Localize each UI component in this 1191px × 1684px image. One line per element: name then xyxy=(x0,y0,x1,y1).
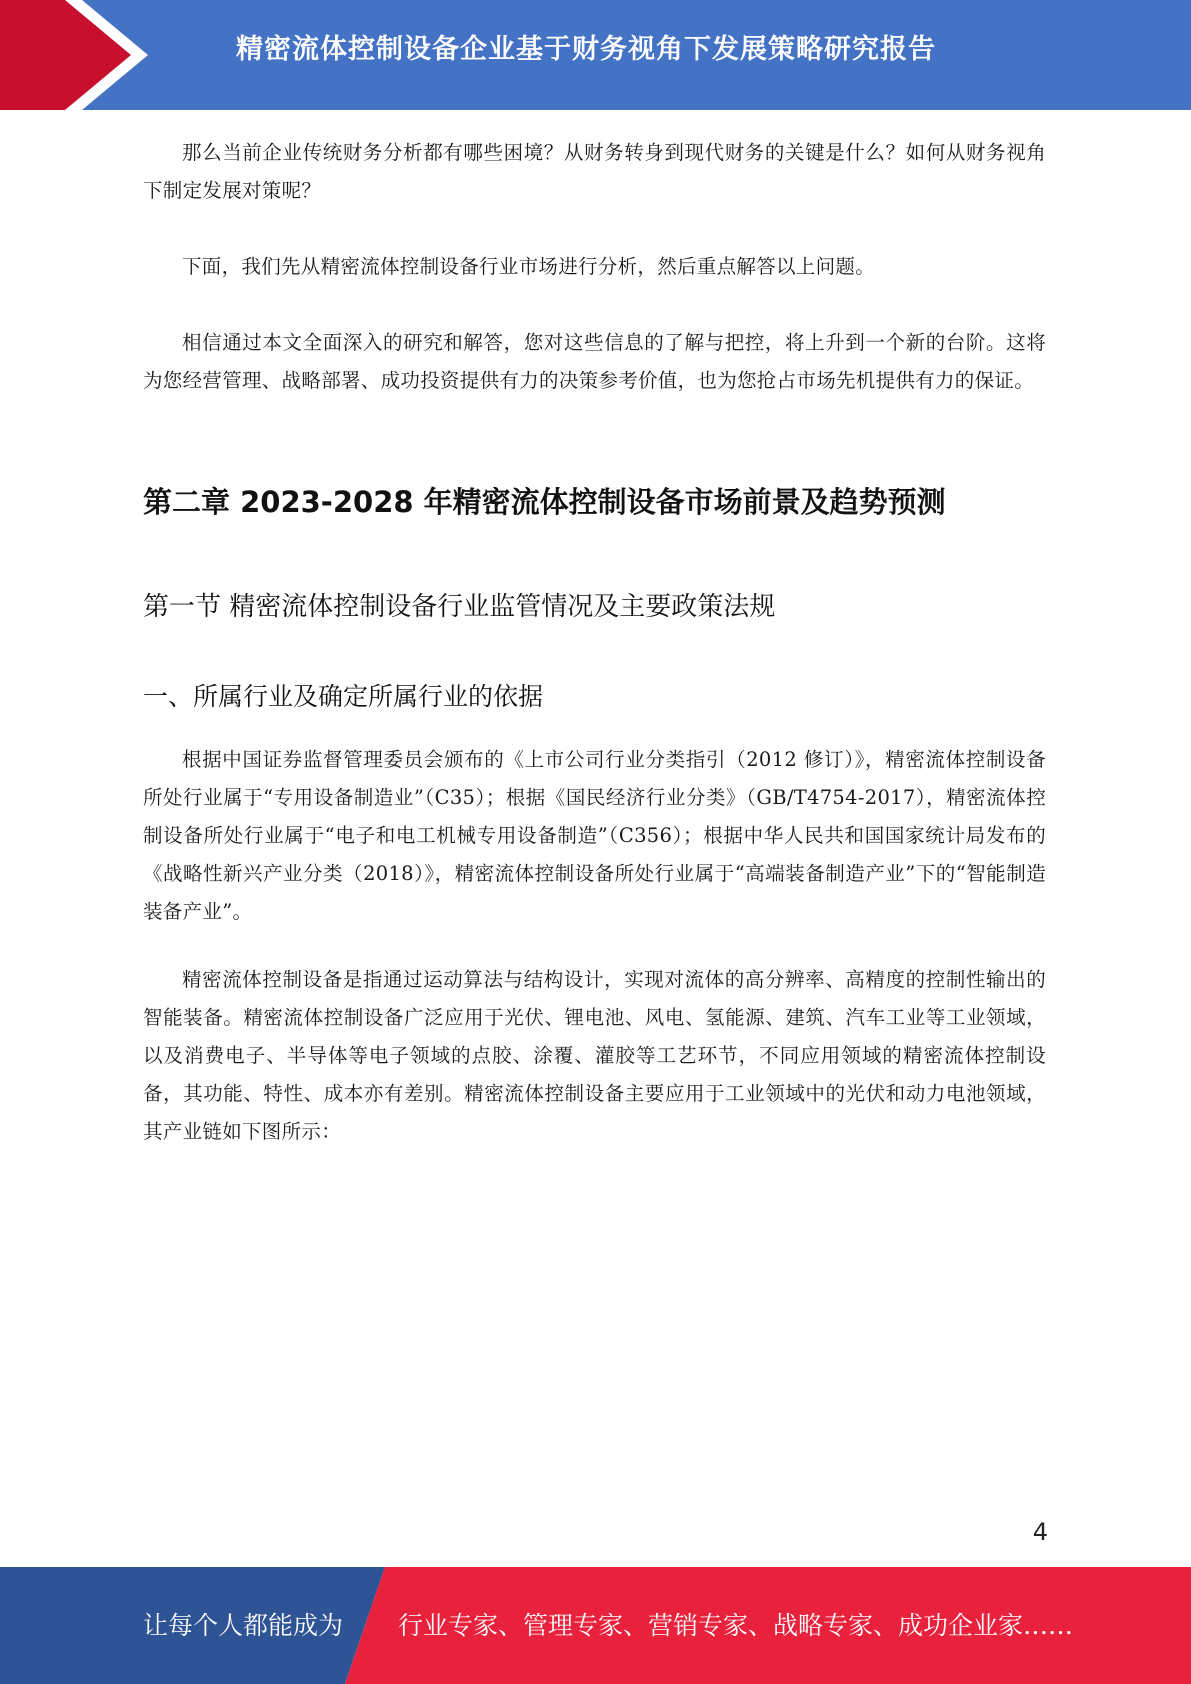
section-heading: 第一节 精密流体控制设备行业监管情况及主要政策法规 xyxy=(143,592,776,622)
page-number: 4 xyxy=(1032,1518,1048,1546)
paragraph-intro-plan: 下面，我们先从精密流体控制设备行业市场进行分析，然后重点解答以上问题。 xyxy=(182,255,876,278)
paragraph-definition: 精密流体控制设备是指通过运动算法与结构设计，实现对流体的高分辨率、高精度的控制性输出的智能装备。精密流体控制设备广泛应用于光伏、锂电池、风电、氢能源、建筑、汽车工业等工业领域，以及消费电子、半导体等电子领域的点胶、涂覆、灌胶等工艺环节，不同应用领域的精密流体控制设备，其功能、特性、成本亦有差别。精密流体控制设备主要应用于工业领域中的光伏和动力电池领域，其产业链如下图所示： xyxy=(143,968,1046,1143)
paragraph-industry-basis: 根据中国证券监督管理委员会颁布的《上市公司行业分类指引（2012 修订）》，精密流体控制设备所处行业属于“专用设备制造业”（C35）；根据《国民经济行业分类》（GB/T4754-2017），精密流体控制设备所处行业属于“电子和电工机械专用设备制造”（C356）；根据中华人民共和国国家统计局发布的《战略性新兴产业分类（2018）》，精密流体控制设备所处行业属于“高端装备制造产业”下的“智能制造装备产业”。 xyxy=(143,748,1046,923)
chapter-heading: 第二章 2023-2028 年精密流体控制设备市场前景及趋势预测 xyxy=(143,485,946,519)
paragraph-intro-value: 相信通过本文全面深入的研究和解答，您对这些信息的了解与把控，将上升到一个新的台阶。这将为您经营管理、战略部署、成功投资提供有力的决策参考价值，也为您抢占市场先机提供有力的保证。 xyxy=(143,331,1046,392)
page-footer xyxy=(0,1567,1191,1684)
subsection-heading: 一、所属行业及确定所属行业的依据 xyxy=(143,682,544,711)
page-header xyxy=(0,0,1191,110)
footer-slogan-left: 让每个人都能成为 xyxy=(143,1611,344,1640)
report-title: 精密流体控制设备企业基于财务视角下发展策略研究报告 xyxy=(236,34,936,65)
paragraph-intro-question: 那么当前企业传统财务分析都有哪些困境？从财务转身到现代财务的关键是什么？如何从财务视角下制定发展对策呢？ xyxy=(143,141,1046,202)
footer-slogan-right: 行业专家、管理专家、营销专家、战略专家、成功企业家…… xyxy=(398,1611,1074,1640)
header-red-arrow xyxy=(0,0,148,110)
